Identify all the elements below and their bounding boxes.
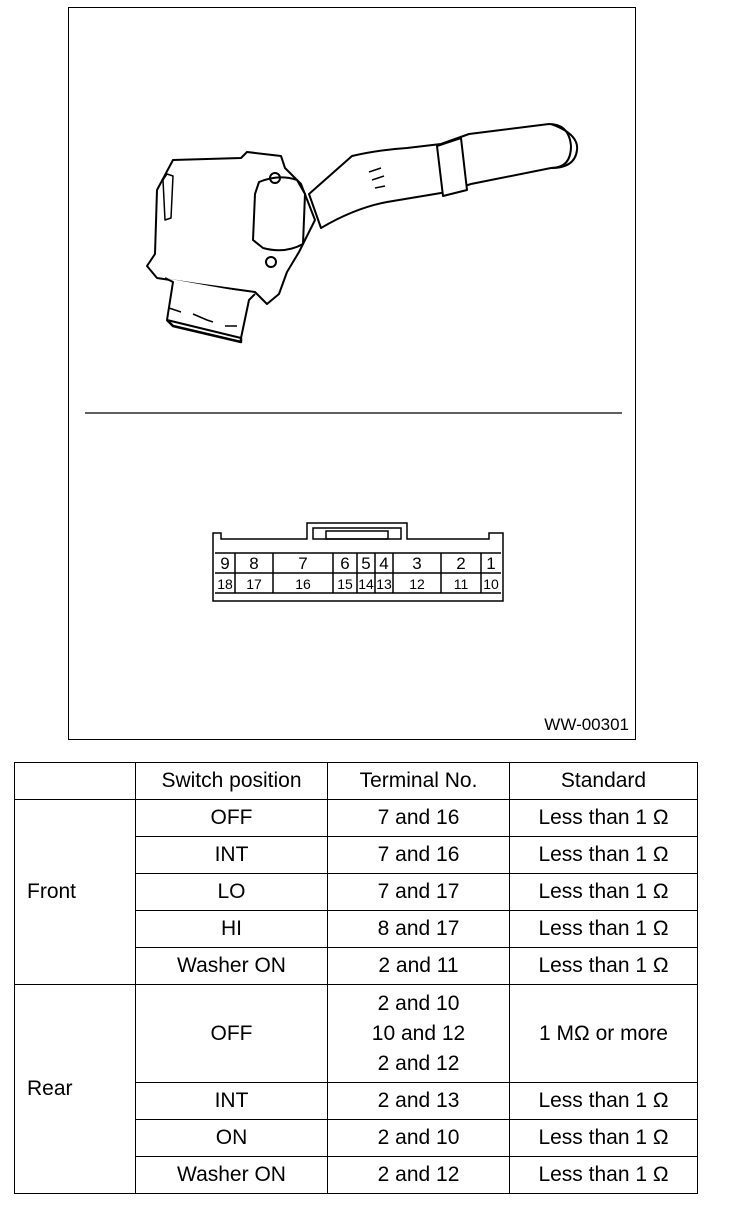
terminal-pair: 8 and 17: [377, 917, 460, 940]
switch-position-cell: OFF: [136, 985, 328, 1083]
group-label: Rear: [15, 985, 136, 1194]
standard-cell: Less than 1 Ω: [510, 1157, 698, 1194]
group-label: Front: [15, 800, 136, 985]
standard-cell: Less than 1 Ω: [510, 837, 698, 874]
header-group: [15, 763, 136, 800]
terminal-no-cell: [328, 948, 510, 985]
terminal-pair: 10 and 12: [371, 1021, 466, 1045]
switch-position-cell: INT: [136, 837, 328, 874]
switch-inspection-table: [14, 762, 698, 1194]
connector-pin-label: 2: [456, 554, 466, 573]
terminal-no-cell: [328, 985, 510, 1083]
connector-pin-label: 7: [298, 554, 308, 573]
connector-pin-label: 11: [453, 576, 469, 592]
switch-position-cell: HI: [136, 911, 328, 948]
switch-diagram-svg: [69, 8, 637, 741]
terminal-pair: 2 and 12: [377, 1163, 460, 1186]
standard-cell: Less than 1 Ω: [510, 800, 698, 837]
connector-pin-label: 10: [483, 576, 499, 592]
table-row: [15, 800, 698, 837]
switch-position-cell: LO: [136, 874, 328, 911]
terminal-no-cell: [328, 911, 510, 948]
connector-pin-label: 1: [486, 554, 496, 573]
terminal-pair: 2 and 10: [377, 1126, 460, 1149]
connector-pin-label: 5: [361, 554, 371, 573]
connector-pin-label: 16: [295, 576, 311, 592]
combination-switch-illustration: [147, 124, 577, 342]
standard-cell: Less than 1 Ω: [510, 911, 698, 948]
standard-cell: Less than 1 Ω: [510, 874, 698, 911]
terminal-pair: 2 and 13: [377, 1089, 460, 1112]
connector-pin-label: 6: [340, 554, 350, 573]
switch-position-cell: OFF: [136, 800, 328, 837]
connector-pin-label: 12: [409, 576, 425, 592]
standard-cell: Less than 1 Ω: [510, 948, 698, 985]
terminal-no-cell: [328, 1120, 510, 1157]
switch-position-cell: Washer ON: [136, 1157, 328, 1194]
switch-position-cell: ON: [136, 1120, 328, 1157]
switch-position-cell: INT: [136, 1083, 328, 1120]
table-row: [15, 985, 698, 1083]
terminal-no-cell: [328, 1157, 510, 1194]
header-terminal-no: Terminal No.: [328, 763, 510, 800]
standard-cell: 1 MΩ or more: [510, 985, 698, 1083]
terminal-no-cell: [328, 1083, 510, 1120]
switch-position-cell: Washer ON: [136, 948, 328, 985]
switch-diagram-figure: [68, 7, 636, 740]
connector-pin-label: 3: [412, 554, 422, 573]
terminal-no-cell: [328, 837, 510, 874]
terminal-no-cell: [328, 800, 510, 837]
standard-cell: Less than 1 Ω: [510, 1120, 698, 1157]
connector-pin-label: 4: [379, 554, 389, 573]
connector-pin-label: 17: [246, 576, 262, 592]
header-standard: Standard: [510, 763, 698, 800]
connector-pin-label: 18: [217, 576, 233, 592]
connector-pin-label: 13: [376, 576, 392, 592]
connector-pin-label: 15: [337, 576, 353, 592]
terminal-pair: 7 and 16: [377, 806, 460, 829]
terminal-pair: 2 and 10: [377, 991, 460, 1015]
terminal-pair: 2 and 12: [377, 1051, 460, 1075]
terminal-pair: 2 and 11: [378, 954, 459, 977]
terminal-pair: 7 and 17: [377, 880, 460, 903]
header-switch-position: Switch position: [136, 763, 328, 800]
table-header-row: [15, 763, 698, 800]
connector-pin-label: 8: [249, 554, 259, 573]
terminal-pair: 7 and 16: [377, 843, 460, 866]
terminal-no-cell: [328, 874, 510, 911]
connector-pin-label: 9: [220, 554, 230, 573]
figure-code: WW-00301: [544, 715, 629, 734]
connector-pin-label: 14: [358, 576, 374, 592]
standard-cell: Less than 1 Ω: [510, 1083, 698, 1120]
